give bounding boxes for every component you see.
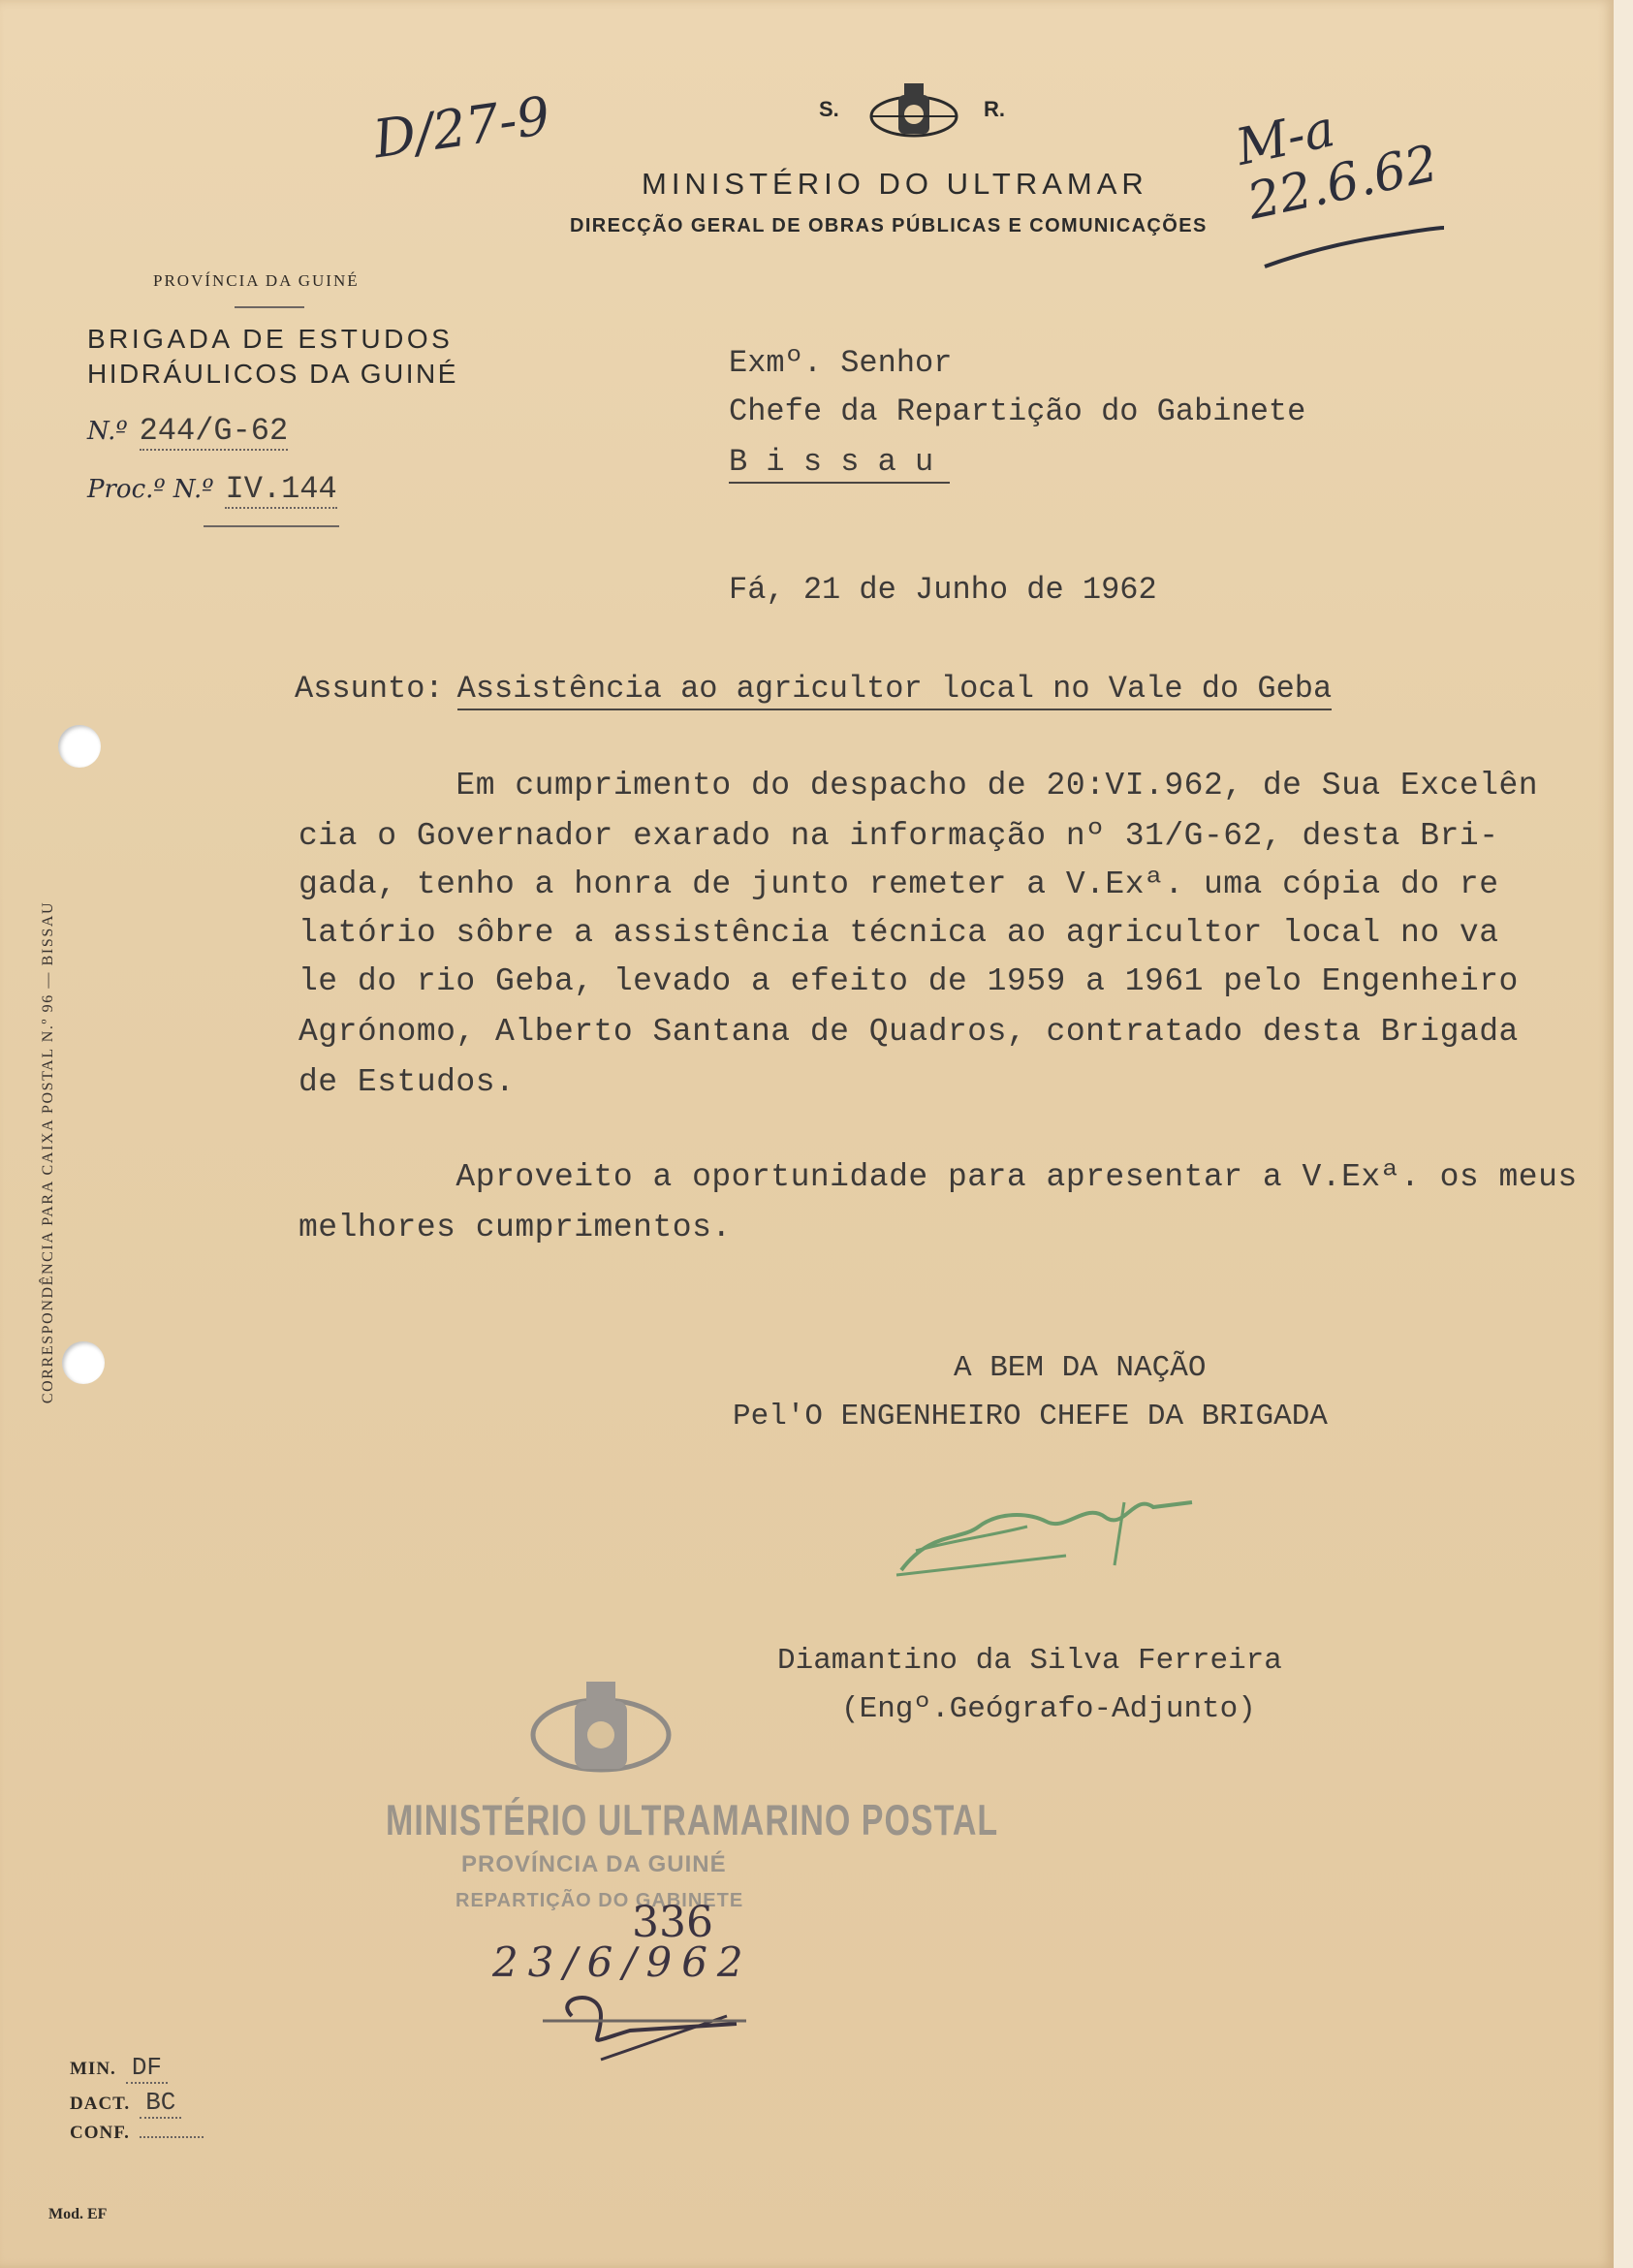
recipient-city: B i s s a u <box>729 444 950 484</box>
body-line: gada, tenho a honra de junto remeter a V.Exª. uma cópia do re <box>298 866 1499 902</box>
process-value: IV.144 <box>225 471 337 507</box>
handwritten-stroke <box>1260 218 1454 276</box>
recipient-salutation: Exmº. Senhor <box>729 345 953 381</box>
ministry-title: MINISTÉRIO DO ULTRAMAR <box>642 167 1148 201</box>
closing-motto: A BEM DA NAÇÃO <box>954 1351 1207 1385</box>
body-line: le do rio Geba, levado a efeito de 1959 a 1961 pelo Engenheiro <box>298 963 1519 999</box>
model-label: Mod. EF <box>48 2206 108 2222</box>
body-line: Agrónomo, Alberto Santana de Quadros, contratado desta Brigada <box>298 1014 1519 1050</box>
divider <box>204 525 339 527</box>
stamp-line-2: PROVÍNCIA DA GUINÉ <box>461 1851 727 1877</box>
handwritten-file-ref: D/27-9 <box>369 84 554 171</box>
number-label: N.º <box>87 417 128 446</box>
min-value: DF <box>126 2053 168 2084</box>
dact-label: DACT. <box>70 2094 131 2114</box>
subject-line <box>295 671 1332 707</box>
conf-value <box>140 2136 204 2138</box>
process-label: Proc.º N.º <box>87 475 214 504</box>
number-value: 244/G-62 <box>139 413 289 449</box>
closing-by-line: Pel'O ENGENHEIRO CHEFE DA BRIGADA <box>733 1400 1328 1433</box>
brigade-line-2: HIDRÁULICOS DA GUINÉ <box>87 359 458 389</box>
body-line: de Estudos. <box>298 1064 516 1100</box>
subject-label: Assunto: <box>295 671 444 707</box>
stamp-entry-number: 336 <box>632 1898 713 1947</box>
handwritten-date-note: M-a 22.6.62 <box>1231 100 1443 232</box>
letterhead-right-letter: R. <box>984 97 1005 121</box>
punch-hole-bottom <box>62 1341 105 1384</box>
stamp-line-1: MINISTÉRIO ULTRAMARINO POSTAL <box>386 1797 999 1845</box>
stamp-line-3: REPARTIÇÃO DO GABINETE <box>455 1890 744 1911</box>
brigade-line-1: BRIGADA DE ESTUDOS <box>87 324 454 354</box>
province-label: PROVÍNCIA DA GUINÉ <box>153 271 360 290</box>
sender-number <box>87 413 288 449</box>
body-line: cia o Governador exarado na informação nº 31/G-62, desta Bri- <box>298 818 1499 854</box>
conf-label: CONF. <box>70 2123 130 2143</box>
footer-dact <box>70 2088 181 2117</box>
min-label: MIN. <box>70 2059 116 2079</box>
body-line: Aproveito a oportunidade para apresentar a V.Exª. os meus <box>298 1159 1578 1195</box>
body-line: Em cumprimento do despacho de 20:VI.962, de Sua Excelên <box>298 768 1539 803</box>
page-edge <box>1614 0 1633 2268</box>
process-number <box>87 471 337 507</box>
stamp-scribble <box>543 1977 756 2064</box>
divider <box>235 306 304 308</box>
recipient-title: Chefe da Repartição do Gabinete <box>729 394 1306 429</box>
stamp-entry-date: 23/6/962 <box>492 1938 753 1986</box>
subject-text: Assistência ao agricultor local no Vale do Geba <box>457 671 1333 710</box>
stamp-emblem-icon <box>528 1682 674 1788</box>
signature <box>892 1473 1211 1590</box>
signer-name: Diamantino da Silva Ferreira <box>777 1644 1282 1678</box>
punch-hole-top <box>58 725 101 768</box>
signer-title: (Engº.Geógrafo-Adjunto) <box>841 1692 1256 1726</box>
coat-of-arms-icon <box>867 79 960 149</box>
footer-conf <box>70 2123 204 2144</box>
letterhead-left-letter: S. <box>819 97 839 121</box>
dact-value: BC <box>140 2088 181 2119</box>
body-line: melhores cumprimentos. <box>298 1210 732 1245</box>
side-margin-text: CORRESPONDÊNCIA PARA CAIXA POSTAL N.º 96 — BISSAU <box>40 900 56 1404</box>
date-line: Fá, 21 de Junho de 1962 <box>729 572 1157 608</box>
directorate-title: DIRECÇÃO GERAL DE OBRAS PÚBLICAS E COMUNICAÇÕES <box>570 215 1208 236</box>
footer-min <box>70 2053 168 2082</box>
body-line: latório sôbre a assistência técnica ao agricultor local no va <box>298 915 1499 951</box>
